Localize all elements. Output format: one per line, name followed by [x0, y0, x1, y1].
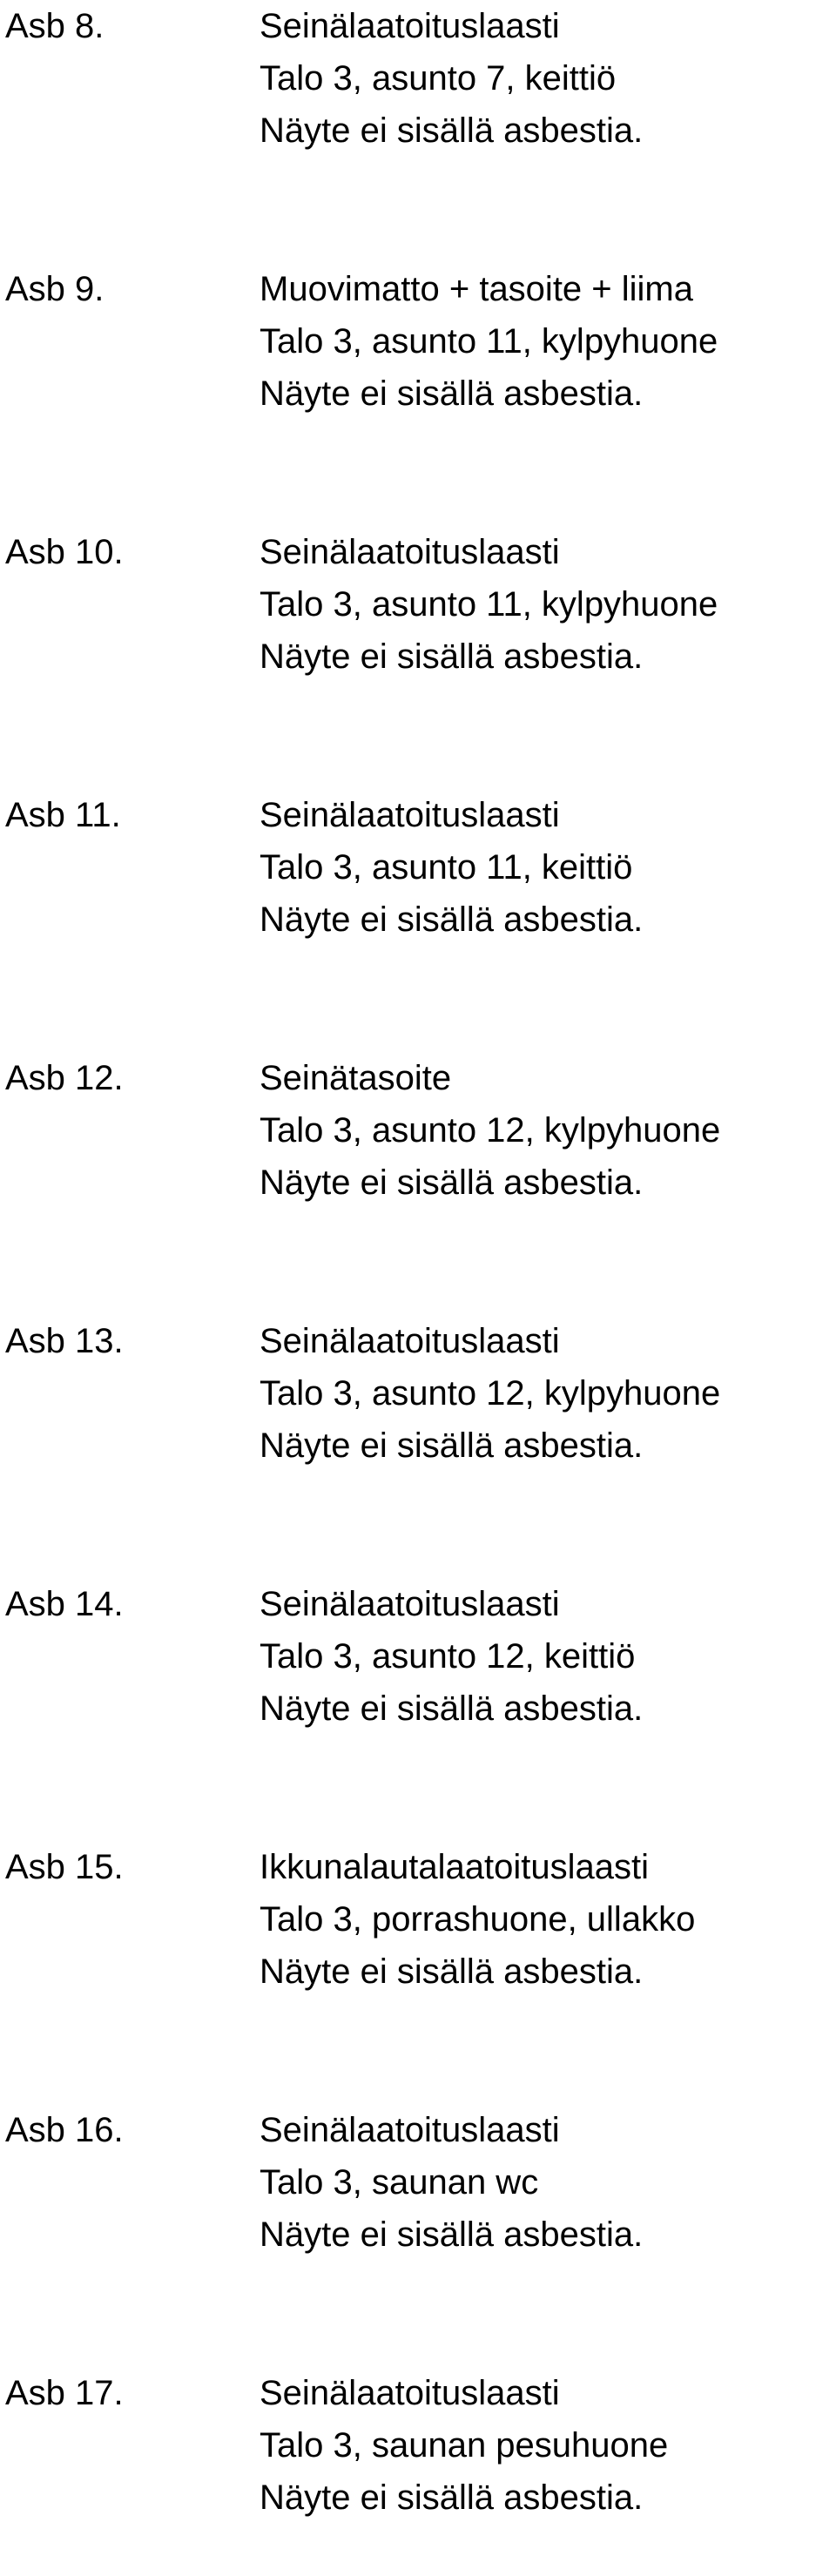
sample-entry [0, 1841, 836, 2050]
sample-id: Asb 16. [5, 2111, 124, 2149]
sample-id: Asb 11. [5, 796, 121, 834]
sample-entry [0, 2104, 836, 2313]
sample-entry [0, 0, 836, 209]
sample-result: Näyte ei sisällä asbestia. [260, 111, 644, 150]
sample-material: Seinälaatoituslaasti [260, 2374, 560, 2412]
sample-result: Näyte ei sisällä asbestia. [260, 1952, 644, 1991]
sample-material: Seinälaatoituslaasti [260, 533, 560, 571]
sample-id: Asb 10. [5, 533, 124, 571]
sample-material: Muovimatto + tasoite + liima [260, 270, 693, 308]
sample-location: Talo 3, porrashuone, ullakko [260, 1900, 696, 1939]
sample-details [260, 789, 643, 946]
sample-entry [0, 2367, 836, 2576]
sample-material: Seinälaatoituslaasti [260, 2111, 560, 2149]
sample-entry [0, 1052, 836, 1261]
sample-material: Seinälaatoituslaasti [260, 1585, 560, 1623]
sample-result: Näyte ei sisällä asbestia. [260, 1163, 644, 1202]
sample-location: Talo 3, asunto 12, kylpyhuone [260, 1111, 721, 1150]
sample-material: Ikkunalautalaatoituslaasti [260, 1848, 649, 1886]
sample-entry [0, 789, 836, 998]
sample-details [260, 1315, 720, 1472]
sample-location: Talo 3, asunto 11, keittiö [260, 848, 633, 887]
sample-details [260, 2367, 668, 2524]
sample-location: Talo 3, saunan wc [260, 2163, 539, 2202]
sample-details [260, 1841, 695, 1998]
sample-result: Näyte ei sisällä asbestia. [260, 1426, 644, 1465]
sample-entry [0, 1578, 836, 1787]
sample-location: Talo 3, saunan pesuhuone [260, 2426, 669, 2465]
sample-details [260, 2104, 643, 2261]
sample-result: Näyte ei sisällä asbestia. [260, 900, 644, 939]
sample-result: Näyte ei sisällä asbestia. [260, 1689, 644, 1728]
sample-location: Talo 3, asunto 11, kylpyhuone [260, 585, 718, 624]
sample-details [260, 1052, 720, 1209]
sample-result: Näyte ei sisällä asbestia. [260, 2478, 644, 2517]
sample-details [260, 263, 718, 420]
sample-location: Talo 3, asunto 12, kylpyhuone [260, 1374, 721, 1413]
sample-details [260, 0, 643, 157]
sample-location: Talo 3, asunto 7, keittiö [260, 59, 617, 98]
sample-id: Asb 9. [5, 270, 104, 308]
sample-id: Asb 12. [5, 1059, 124, 1097]
sample-material: Seinätasoite [260, 1059, 452, 1097]
sample-result: Näyte ei sisällä asbestia. [260, 2215, 644, 2254]
sample-id: Asb 13. [5, 1322, 124, 1360]
sample-material: Seinälaatoituslaasti [260, 7, 560, 45]
sample-entry [0, 526, 836, 735]
sample-material: Seinälaatoituslaasti [260, 796, 560, 834]
sample-entry [0, 263, 836, 472]
sample-id: Asb 14. [5, 1585, 124, 1623]
sample-material: Seinälaatoituslaasti [260, 1322, 560, 1360]
sample-id: Asb 8. [5, 7, 104, 45]
sample-details [260, 1578, 643, 1735]
sample-entry [0, 1315, 836, 1524]
sample-id: Asb 17. [5, 2374, 124, 2412]
sample-result: Näyte ei sisällä asbestia. [260, 637, 644, 676]
sample-id: Asb 15. [5, 1848, 124, 1886]
sample-location: Talo 3, asunto 12, keittiö [260, 1637, 636, 1676]
sample-details [260, 526, 718, 683]
sample-result: Näyte ei sisällä asbestia. [260, 374, 644, 413]
sample-location: Talo 3, asunto 11, kylpyhuone [260, 322, 718, 361]
